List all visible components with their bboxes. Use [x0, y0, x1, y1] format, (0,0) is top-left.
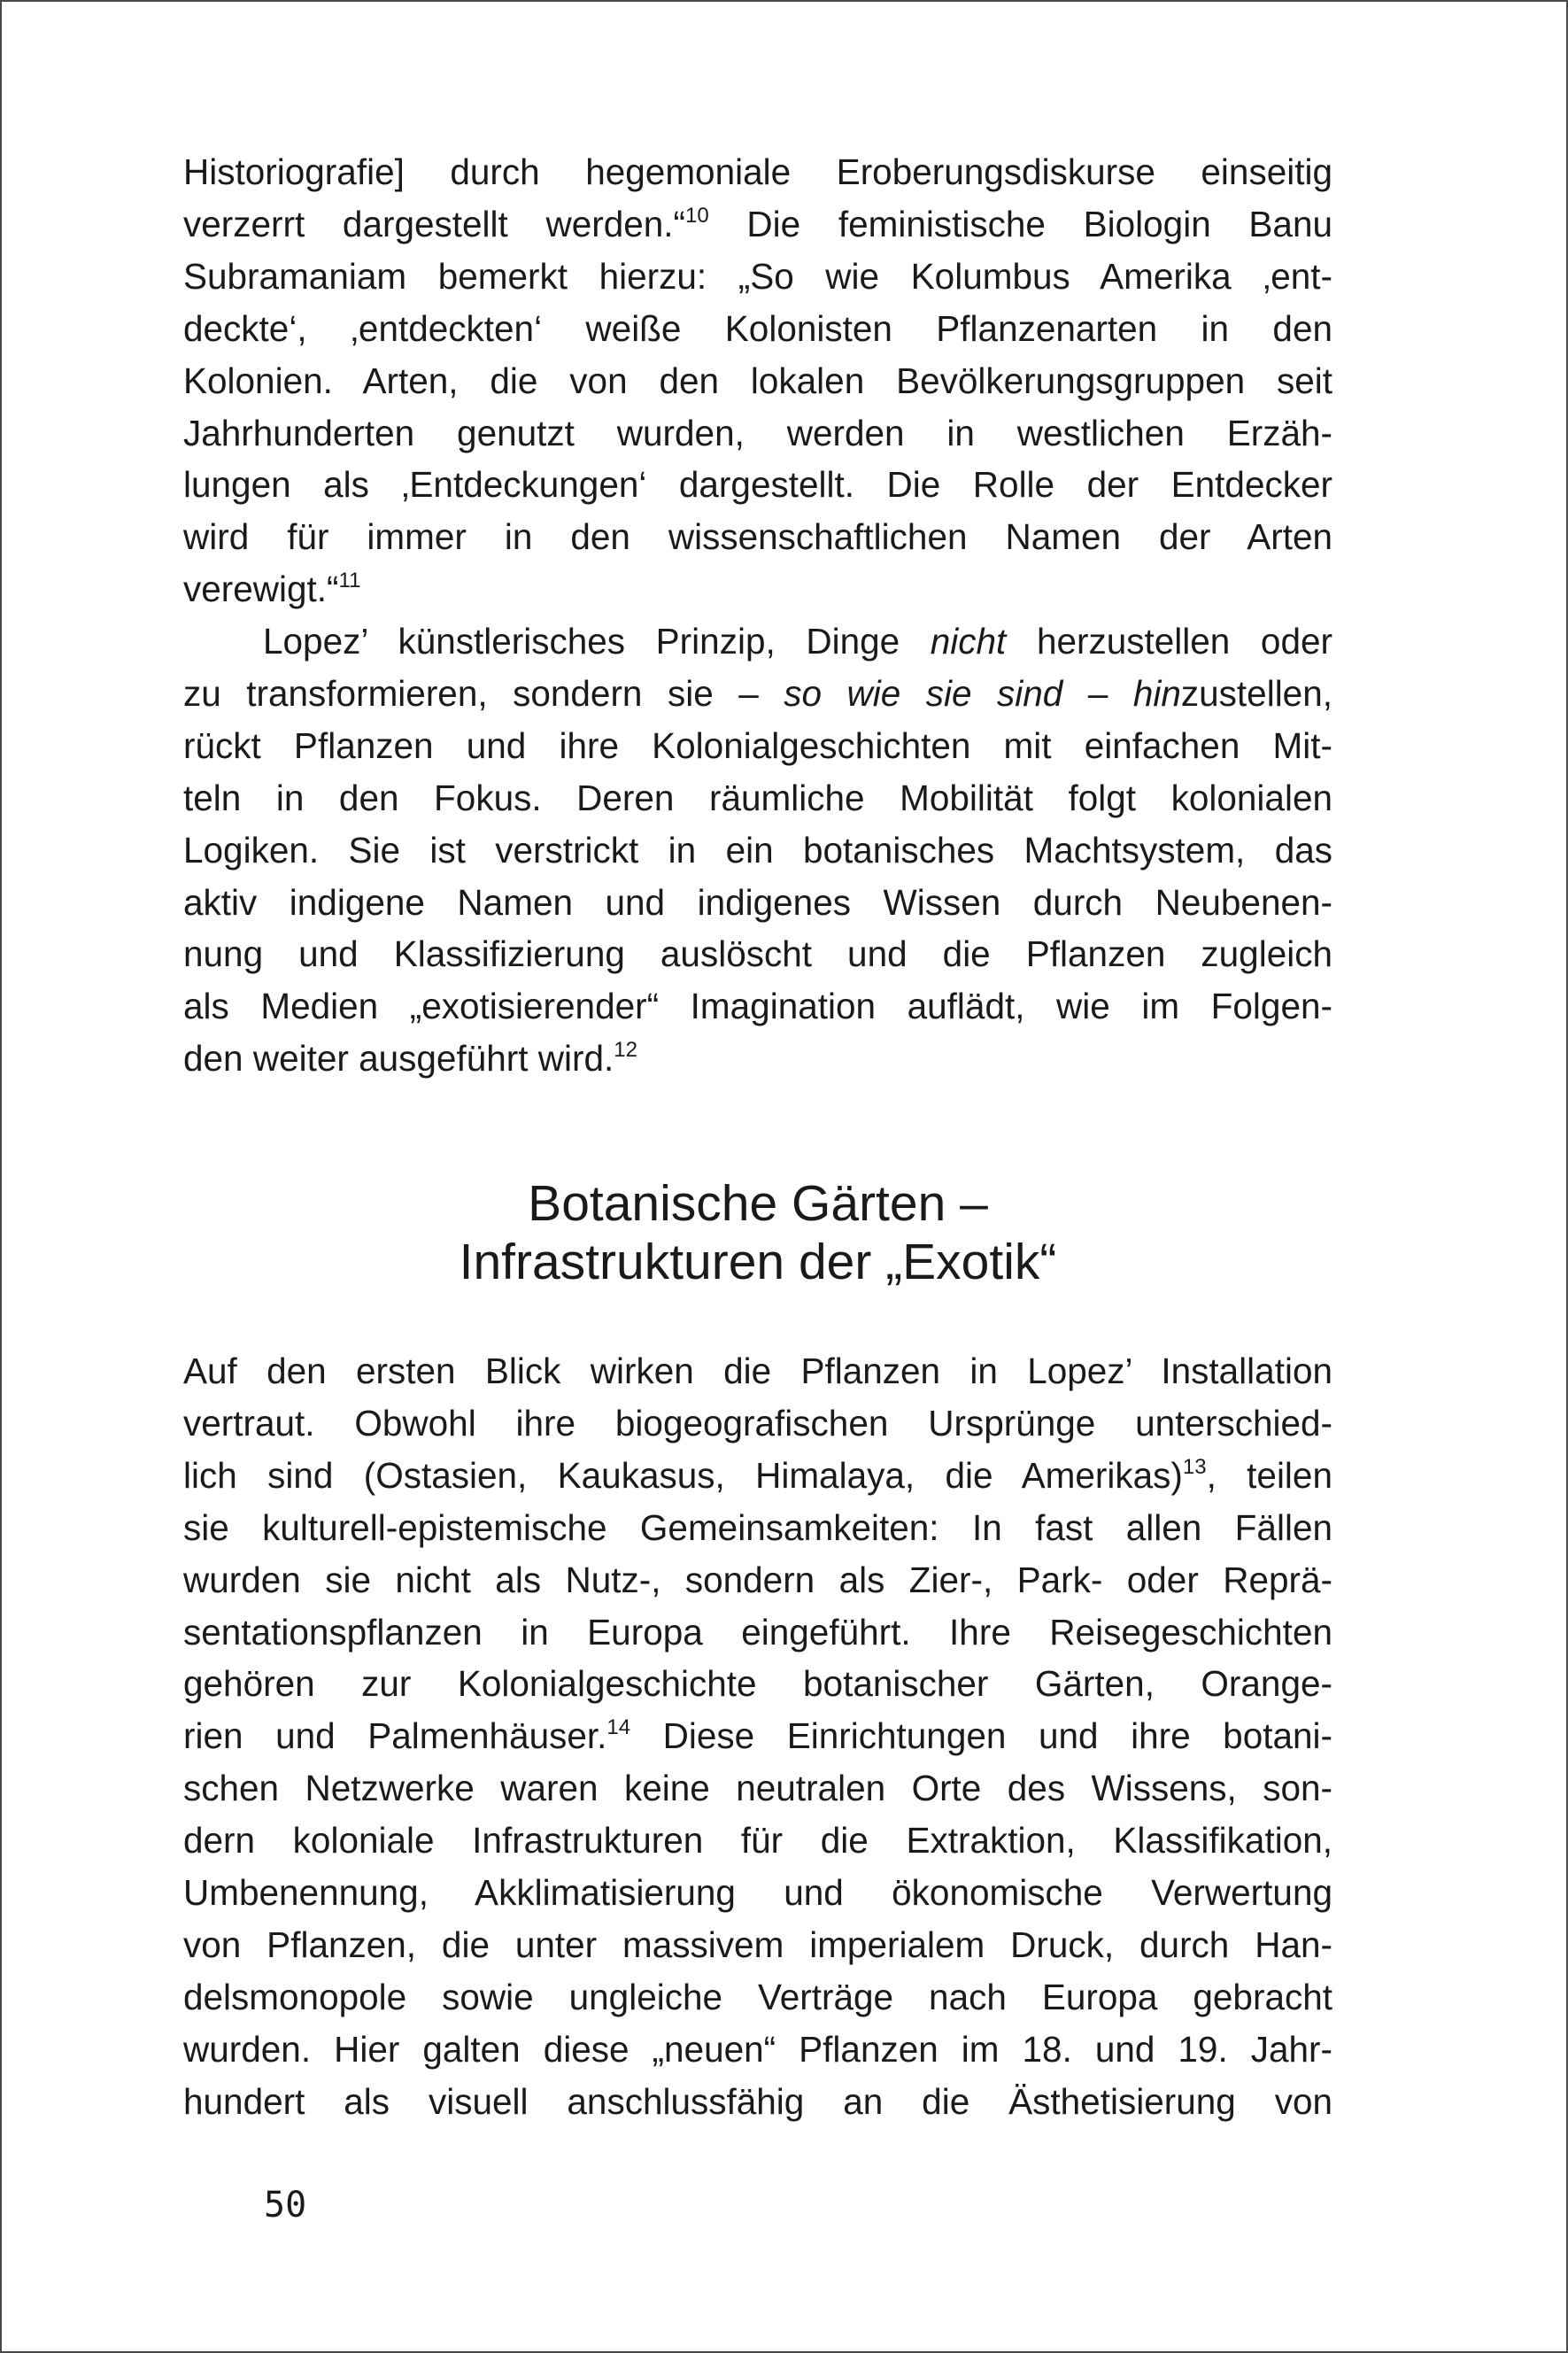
- text-line: [183, 1033, 1332, 1084]
- italic-text: hin: [1132, 672, 1181, 714]
- text-segment: Umbenennung, Akklimatisierung und ökonomische Verwertung: [183, 1872, 1332, 1913]
- text-segment: hundert als visuell anschlussfähig an die Ästhetisierung von: [183, 2080, 1332, 2122]
- text-segment: sentationspflanzen in Europa eingeführt. Ihre Reisegeschichten: [183, 1611, 1332, 1653]
- text-segment: verewigt.“: [183, 569, 339, 610]
- text-line: [183, 2024, 1332, 2075]
- text-line: [183, 877, 1332, 928]
- text-line: [183, 407, 1332, 459]
- text-segment: Kolonien. Arten, die von den lokalen Bevölkerungsgruppen seit: [183, 360, 1332, 401]
- footnote-marker: 13: [1182, 1454, 1207, 1479]
- text-segment: von Pflanzen, die unter massivem imperialem Druck, durch Han-: [183, 1923, 1332, 1965]
- text-line: [183, 1762, 1332, 1814]
- text-segment: vertraut. Obwohl ihre biogeografischen Ursprünge unterschied-: [183, 1402, 1332, 1444]
- text-line: [183, 668, 1332, 719]
- text-segment: rien und Palmenhäuser.: [183, 1715, 607, 1757]
- footnote-marker: 12: [614, 1038, 637, 1063]
- text-line: [183, 824, 1332, 876]
- text-line: [183, 1867, 1332, 1918]
- text-line: [183, 1919, 1332, 1970]
- text-segment: gehören zur Kolonialgeschichte botanischer Gärten, Orange-: [183, 1663, 1332, 1705]
- text-segment: –: [1062, 672, 1133, 714]
- text-line: [183, 511, 1332, 562]
- text-segment: nung und Klassifizierung auslöscht und die Pflanzen zugleich: [183, 933, 1332, 975]
- text-segment: dern koloniale Infrastrukturen für die Extraktion, Klassifikation,: [183, 1820, 1332, 1862]
- text-line: [183, 251, 1332, 302]
- text-line: [183, 1658, 1332, 1709]
- text-segment: aktiv indigene Namen und indigenes Wissen durch Neubenen-: [183, 881, 1332, 923]
- text-segment: herzustellen oder: [1006, 621, 1332, 662]
- text-line: [183, 1450, 1332, 1501]
- text-segment: sie kulturell-epistemische Gemeinsamkeiten: In fast allen Fällen: [183, 1506, 1332, 1548]
- text-segment: lich sind (Ostasien, Kaukasus, Himalaya, die Amerikas): [183, 1454, 1183, 1496]
- section-heading-line-1: Botanische Gärten –: [528, 1175, 988, 1232]
- text-line: [183, 1502, 1332, 1553]
- text-segment: teln in den Fokus. Deren räumliche Mobilität folgt kolonialen: [183, 777, 1332, 818]
- text-line: [183, 1606, 1332, 1658]
- text-segment: Lopez’ künstlerisches Prinzip, Dinge: [263, 621, 931, 662]
- text-line: [183, 303, 1332, 354]
- page-number: 50: [264, 2185, 307, 2225]
- text-line: [183, 772, 1332, 824]
- text-segment: Historiografie] durch hegemoniale Eroberungsdiskurse einseitig: [183, 151, 1332, 192]
- italic-text: nicht: [930, 621, 1007, 662]
- footnote-marker: 14: [606, 1715, 631, 1740]
- text-segment: zustellen,: [1180, 672, 1332, 714]
- text-segment: zu transformieren, sondern sie –: [183, 672, 784, 714]
- text-line: [183, 1554, 1332, 1606]
- text-line: [183, 1815, 1332, 1866]
- text-line: [183, 355, 1332, 406]
- text-segment: verzerrt dargestellt werden.“: [183, 203, 686, 244]
- footnote-marker: 10: [685, 203, 709, 228]
- text-line: [183, 928, 1332, 979]
- text-segment: wurden. Hier galten diese „neuen“ Pflanzen im 18. und 19. Jahr-: [183, 2028, 1332, 2070]
- text-segment: wird für immer in den wissenschaftlichen Namen der Arten: [183, 516, 1332, 558]
- text-line: [183, 1345, 1332, 1397]
- text-line: [183, 459, 1332, 510]
- text-line: [263, 615, 1332, 667]
- text-line: [183, 1710, 1332, 1761]
- text-segment: den weiter ausgeführt wird.: [183, 1038, 614, 1080]
- text-line: [183, 1397, 1332, 1449]
- text-line: [183, 198, 1332, 250]
- text-segment: lungen als ‚Entdeckungen‘ dargestellt. Die Rolle der Entdecker: [183, 464, 1332, 506]
- section-heading-line-2: Infrastrukturen der „Exotik“: [459, 1234, 1057, 1290]
- text-segment: Logiken. Sie ist verstrickt in ein botanisches Machtsystem, das: [183, 829, 1332, 871]
- text-segment: deckte‘, ‚entdeckten‘ weiße Kolonisten Pflanzenarten in den: [183, 307, 1332, 349]
- text-segment: Auf den ersten Blick wirken die Pflanzen in Lopez’ Installation: [183, 1351, 1332, 1391]
- text-segment: Diese Einrichtungen und ihre botani-: [630, 1715, 1333, 1757]
- text-segment: , teilen: [1206, 1454, 1332, 1496]
- text-line: [183, 563, 1332, 615]
- text-segment: delsmonopole sowie ungleiche Verträge nach Europa gebracht: [183, 1976, 1332, 2017]
- text-segment: rückt Pflanzen und ihre Kolonialgeschichten mit einfachen Mit-: [183, 724, 1332, 766]
- text-segment: Subramaniam bemerkt hierzu: „So wie Kolumbus Amerika ‚ent-: [183, 255, 1332, 297]
- text-line: [183, 1971, 1332, 2023]
- footnote-marker: 11: [338, 569, 361, 593]
- text-segment: als Medien „exotisierender“ Imagination auflädt, wie im Folgen-: [183, 986, 1332, 1027]
- text-segment: schen Netzwerke waren keine neutralen Orte des Wissens, son-: [183, 1768, 1332, 1809]
- text-line: [183, 980, 1332, 1032]
- text-segment: Die feministische Biologin Banu: [708, 203, 1332, 244]
- text-segment: Jahrhunderten genutzt wurden, werden in westlichen Erzäh-: [183, 412, 1332, 453]
- italic-text: so wie sie sind: [784, 672, 1063, 714]
- text-line: [183, 720, 1332, 771]
- text-line: [183, 146, 1332, 197]
- text-line: [183, 2076, 1332, 2127]
- text-segment: wurden sie nicht als Nutz-, sondern als Zier-, Park- oder Reprä-: [183, 1559, 1332, 1600]
